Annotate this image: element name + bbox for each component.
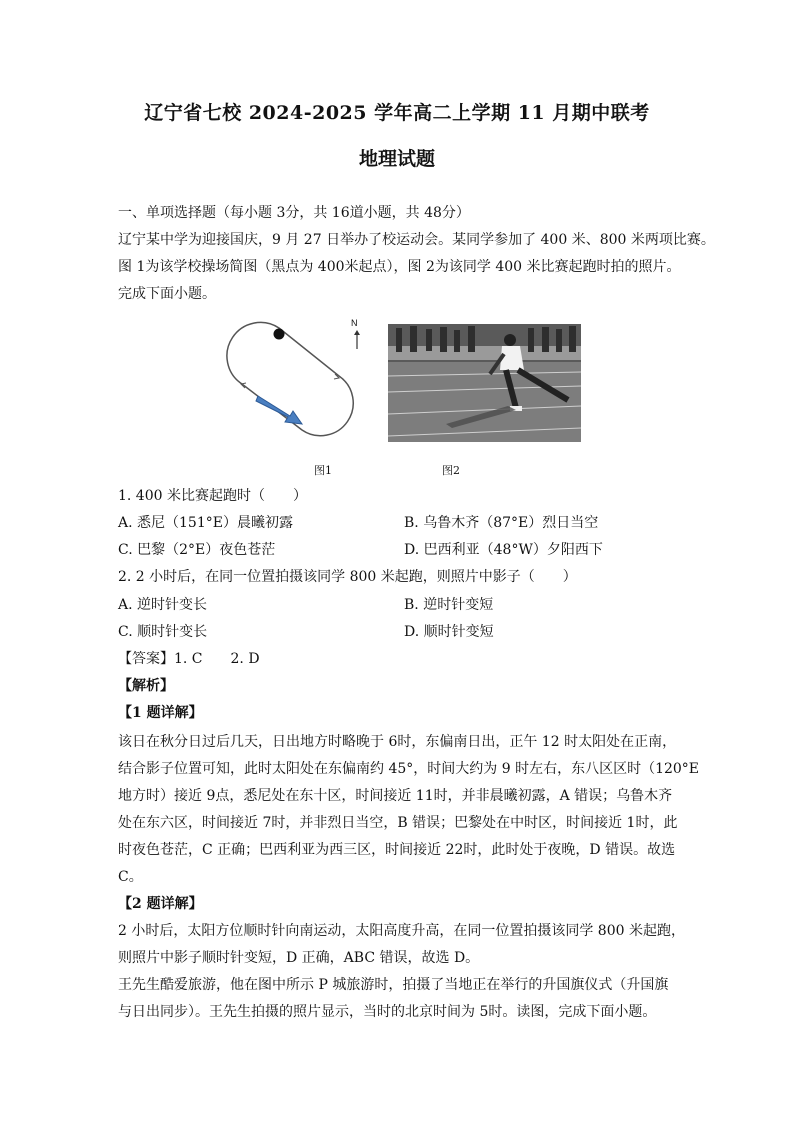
- start-point-marker: [274, 329, 285, 340]
- question2-option-d: D. 顺时针变短: [404, 624, 494, 640]
- question2-option-c: C. 顺时针变长: [118, 624, 208, 640]
- question2-option-a: A. 逆时针变长: [118, 597, 208, 613]
- next-intro-line-2: 与日出同步）。王先生拍摄的照片显示，当时的北京时间为 5时。读图，完成下面小题。: [118, 1004, 657, 1020]
- figure2-caption: 图2: [442, 464, 460, 477]
- next-intro-line-1: 王先生酷爱旅游，他在图中所示 P 城旅游时，拍摄了当地正在举行的升国旗仪式（升国旗: [118, 977, 669, 993]
- document-subtitle: 地理试题: [358, 148, 435, 170]
- detail1-line-3: 地方时）接近 9点，悉尼处在东十区，时间接近 11时，并非晨曦初露，A 错误；乌鲁木齐: [118, 788, 673, 804]
- intro-line-1: 辽宁某中学为迎接国庆，9 月 27 日举办了校运动会。某同学参加了 400 米、800 米两项比赛。: [118, 232, 715, 248]
- detail1-line-1: 该日在秋分日过后几天，日出地方时略晚于 6时，东偏南日出，正午 12 时太阳处在正南，: [118, 734, 677, 750]
- question1-option-b: B. 乌鲁木齐（87°E）烈日当空: [404, 515, 599, 531]
- detail1-line-5: 时夜色苍茫，C 正确；巴西利亚为西三区，时间接近 22时，此时处于夜晚，D 错误。故选: [118, 842, 676, 858]
- north-label: N: [351, 318, 358, 328]
- intro-line-2: 图 1为该学校操场简图（黑点为 400米起点），图 2为该同学 400 米比赛起跑时拍的照片。: [118, 259, 681, 275]
- answer-line: 【答案】1. C 2. D: [118, 651, 260, 667]
- question1-option-c: C. 巴黎（2°E）夜色苍茫: [118, 542, 276, 558]
- question2-option-b: B. 逆时针变短: [404, 597, 494, 613]
- question1-option-a: A. 悉尼（151°E）晨曦初露: [118, 515, 293, 531]
- detail1-heading: 【1 题详解】: [118, 705, 203, 721]
- question1-stem: 1. 400 米比赛起跑时（ ）: [118, 488, 307, 504]
- detail2-line-2: 则照片中影子顺时针变短，D 正确，ABC 错误，故选 D。: [118, 950, 480, 966]
- detail2-heading: 【2 题详解】: [118, 896, 203, 912]
- shadow-direction-arrow: [256, 396, 302, 424]
- detail2-line-1: 2 小时后，太阳方位顺时针向南运动，太阳高度升高，在同一位置拍摄该同学 800 米起跑，: [118, 923, 685, 939]
- document-title: 辽宁省七校 2024-2025 学年高二上学期 11 月期中联考: [144, 102, 650, 124]
- detail1-line-6: C。: [118, 869, 143, 885]
- question2-stem: 2. 2 小时后，在同一位置拍摄该同学 800 米起跑，则照片中影子（ ）: [118, 569, 577, 585]
- section-heading: 一、单项选择题（每小题 3分，共 16道小题，共 48分）: [118, 205, 470, 221]
- figure1-caption: 图1: [314, 464, 332, 477]
- analysis-heading: 【解析】: [118, 678, 174, 694]
- question1-option-d: D. 巴西利亚（48°W）夕阳西下: [404, 542, 603, 558]
- intro-line-3: 完成下面小题。: [118, 286, 216, 302]
- detail1-line-2: 结合影子位置可知，此时太阳处在东偏南约 45°，时间大约为 9 时左右，东八区区时（120°E: [118, 761, 700, 777]
- detail1-line-4: 处在东六区，时间接近 7时，并非烈日当空，B 错误；巴黎处在中时区，时间接近 1时，此: [118, 815, 678, 831]
- runner-photo: [388, 324, 581, 442]
